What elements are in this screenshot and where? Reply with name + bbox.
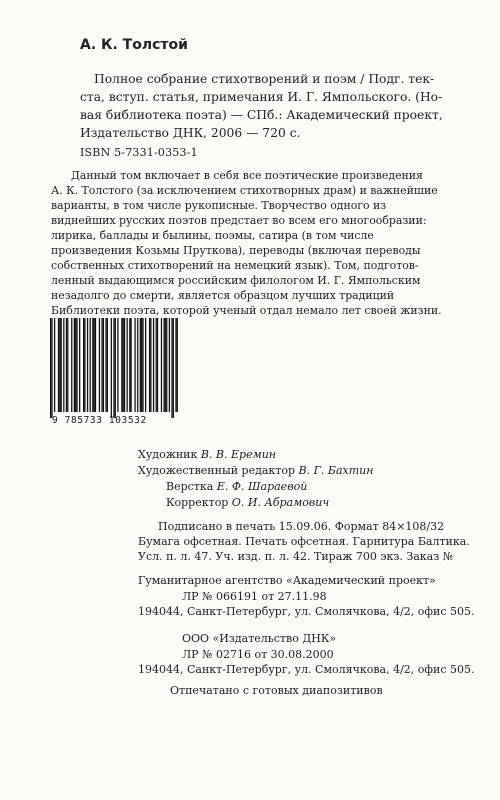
annotation-line: собственных стихотворений на немецкий язык). Том, подготов- <box>51 259 419 272</box>
annotation-line: незадолго до смерти, является образцом лучших традиций <box>51 289 395 302</box>
annotation-line: Данный том включает в себя все поэтические произведения <box>71 169 423 182</box>
barcode-digits: 9 785733 103532 <box>52 415 147 426</box>
barcode-bar <box>61 318 62 412</box>
imprint-line: Подписано в печать 15.09.06. Формат 84×108/32 <box>158 520 445 533</box>
barcode-bar <box>103 318 104 412</box>
barcode-bar <box>163 318 164 412</box>
credit-proofreader <box>138 495 458 511</box>
barcode-bar <box>111 318 112 418</box>
barcode-bar <box>84 318 85 412</box>
barcode-bar <box>149 318 150 412</box>
barcode-bar <box>50 318 51 418</box>
imprint-line: Усл. п. л. 47. Уч. изд. п. л. 42. Тираж 700 экз. Заказ № <box>138 550 454 563</box>
barcode-bar <box>76 318 77 412</box>
barcode-bar <box>71 318 72 412</box>
credit-layout <box>138 479 458 495</box>
barcode-bar <box>95 318 96 412</box>
barcode-bar <box>99 318 100 412</box>
barcode-bar <box>67 318 68 412</box>
annotation-line: виднейших русских поэтов предстает во всем его многообразии: <box>51 214 427 227</box>
barcode-bar <box>63 318 64 412</box>
bibliographic-record <box>80 70 448 142</box>
barcode-bar <box>161 318 162 412</box>
barcode-bar <box>83 318 84 412</box>
barcode-bar <box>117 318 118 412</box>
barcode-bar <box>153 318 154 412</box>
barcode-bar <box>141 318 142 412</box>
barcode-bar <box>107 318 108 412</box>
annotation <box>51 168 459 318</box>
barcode-bar <box>58 318 59 412</box>
credit-artist <box>138 447 458 463</box>
annotation-line: произведения Козьмы Пруткова), переводы (включая переводы <box>51 244 421 257</box>
barcode-bar <box>121 318 122 412</box>
barcode-bar <box>123 318 124 412</box>
barcode-bar <box>142 318 143 412</box>
barcode-bar <box>173 318 174 418</box>
credit-name: В. В. Еремин <box>200 448 277 461</box>
publisher-dnk <box>138 631 475 678</box>
barcode-bar <box>105 318 106 412</box>
barcode-bar <box>113 318 114 418</box>
credits <box>138 447 458 511</box>
barcode-bar <box>115 318 116 418</box>
barcode-bar <box>79 318 80 412</box>
publisher-line: ООО «Издательство ДНК» <box>182 632 337 645</box>
barcode-bar <box>130 318 131 412</box>
publisher-line: 194044, Санкт-Петербург, ул. Смолячкова, 4/2, офис 505. <box>138 605 475 618</box>
barcode-bar <box>140 318 141 412</box>
biblio-line: Полное собрание стихотворений и поэм / Подг. тек- <box>94 72 435 86</box>
isbn-barcode <box>50 318 178 430</box>
credit-label: Художественный редактор <box>138 464 296 477</box>
credit-label: Верстка <box>166 480 214 493</box>
barcode-bar <box>169 318 170 412</box>
publisher-line: ЛР № 02716 от 30.08.2000 <box>182 647 334 661</box>
barcode-bar <box>137 318 138 412</box>
barcode-bar <box>150 318 151 412</box>
barcode-bar <box>171 318 172 418</box>
credit-name: О. И. Абрамович <box>231 496 330 509</box>
publisher-line: 194044, Санкт-Петербург, ул. Смолячкова, 4/2, офис 505. <box>138 663 475 676</box>
barcode-bar <box>166 318 167 412</box>
biblio-line: вая библиотека поэта) — СПб.: Академический проект, <box>80 108 443 122</box>
barcode-bar <box>90 318 91 412</box>
barcode-bar <box>66 318 67 412</box>
barcode-bar <box>134 318 135 412</box>
annotation-line: ленный выдающимся российским филологом И. Г. Ямпольским <box>51 274 421 287</box>
credit-label: Художник <box>138 448 198 461</box>
barcode-bar <box>87 318 88 412</box>
printed-note: Отпечатано с готовых диапозитивов <box>170 684 383 697</box>
barcode-bar <box>129 318 130 412</box>
biblio-line: Издательство ДНК, 2006 — 720 с. <box>80 126 301 140</box>
isbn: ISBN 5-7331-0353-1 <box>80 146 198 159</box>
barcode-bar <box>165 318 166 412</box>
barcode-bar <box>74 318 75 412</box>
publisher-academic-project <box>138 573 475 620</box>
barcode-bar <box>124 318 125 412</box>
credit-label: Корректор <box>166 496 229 509</box>
imprint-line: Бумага офсетная. Печать офсетная. Гарнитура Балтика. <box>138 535 470 548</box>
publisher-line: Гуманитарное агентство «Академический проект» <box>138 574 436 587</box>
annotation-line: лирика, баллады и былины, поэмы, сатира (в том числе <box>51 229 374 242</box>
annotation-line: варианты, в том числе рукописные. Творчество одного из <box>51 199 387 212</box>
barcode-bar <box>145 318 146 412</box>
barcode-bar <box>127 318 128 412</box>
barcode-bar <box>51 318 52 418</box>
print-imprint <box>138 519 470 564</box>
credit-name: В. Г. Бахтин <box>298 464 374 477</box>
credit-name: Е. Ф. Шараевой <box>216 480 308 493</box>
barcode-bar <box>156 318 157 412</box>
barcode-bar <box>54 318 55 412</box>
barcode-bar <box>92 318 93 412</box>
annotation-line: Библиотеки поэта, которой ученый отдал немало лет своей жизни. <box>51 304 442 317</box>
biblio-line: ста, вступ. статья, примечания И. Г. Ямпольского. (Но- <box>80 90 443 104</box>
publisher-line: ЛР № 066191 от 27.11.98 <box>182 589 327 603</box>
barcode-bar <box>175 318 176 412</box>
barcode-bar <box>177 318 178 412</box>
annotation-line: А. К. Толстого (за исключением стихотворных драм) и важнейшие <box>51 184 438 197</box>
credit-art-editor <box>138 463 458 479</box>
barcode-bar <box>75 318 76 412</box>
barcode-bar <box>94 318 95 412</box>
author-name: А. К. Толстой <box>80 37 188 53</box>
barcode-bar <box>157 318 158 412</box>
barcode-bar <box>59 318 60 412</box>
barcode-bar <box>101 318 102 412</box>
